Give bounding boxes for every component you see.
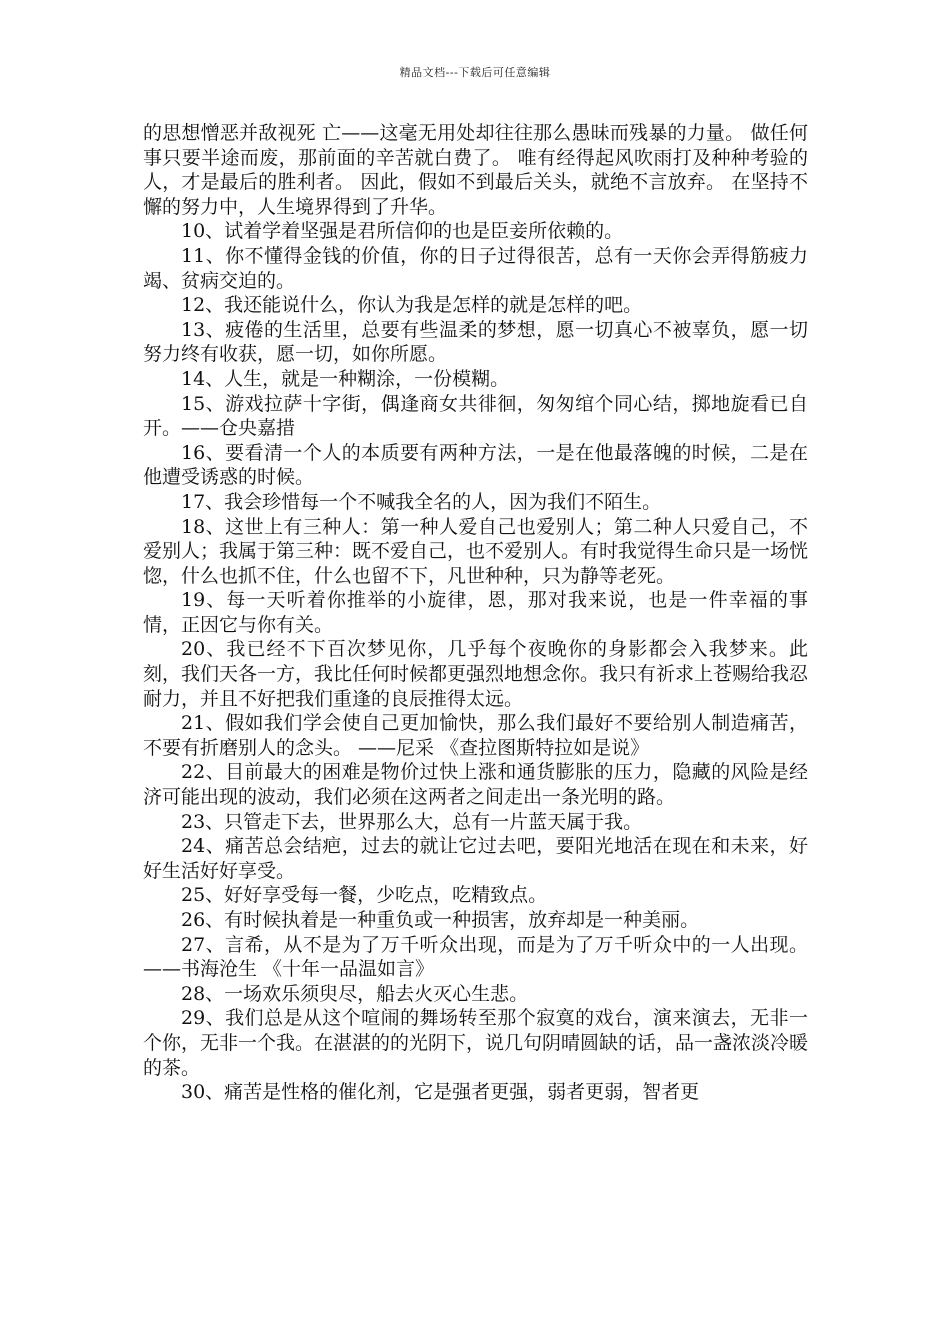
body-paragraph: 19、每一天听着你推举的小旋律，恩，那对我来说，也是一件幸福的事情，正因它与你有关。 <box>143 589 808 636</box>
body-paragraph: 23、只管走下去，世界那么大，总有一片蓝天属于我。 <box>181 810 643 833</box>
body-paragraph: 29、我们总是从这个喧闹的舞场转至那个寂寞的戏台，演来演去，无非一个你，无非一个我。在湛湛的的光阴下，说几句阴晴圆缺的话，品一盏浓淡冷暖的茶。 <box>143 1007 809 1079</box>
body-paragraph: 30、痛苦是性格的催化剂，它是强者更强，弱者更弱，智者更 <box>181 1081 700 1104</box>
page-header: 精品文档---下载后可任意编辑 <box>399 66 551 79</box>
body-paragraph: 20、我已经不下百次梦见你，几乎每个夜晚你的身影都会入我梦来。此刻，我们天各一方，我比任何时候都更强烈地想念你。我只有祈求上苍赐给我忍耐力，并且不好把我们重逢的良辰推得太远。 <box>143 638 809 710</box>
body-paragraph: 12、我还能说什么，你认为我是怎样的就是怎样的吧。 <box>181 294 643 317</box>
body-paragraph: 28、一场欢乐须臾尽，船去火灭心生悲。 <box>181 982 529 1005</box>
body-paragraph: 15、游戏拉萨十字街，偶逢商女共徘徊，匆匆绾个同心结，掷地旋看已自开。——仓央嘉措 <box>143 392 808 440</box>
body-paragraph: 13、疲倦的生活里，总要有些温柔的梦想，愿一切真心不被辜负，愿一切努力终有收获，愿一切，如你所愿。 <box>143 318 808 366</box>
body-paragraph: 22、目前最大的困难是物价过快上涨和通货膨胀的压力，隐藏的风险是经济可能出现的波动，我们必须在这两者之间走出一条光明的路。 <box>143 761 808 809</box>
body-paragraph: 24、痛苦总会结疤，过去的就让它过去吧，要阳光地活在现在和未来，好好生活好好享受。 <box>143 835 808 882</box>
body-paragraph: 的思想憎恶并敌视死 亡——这毫无用处却往往那么愚昧而残暴的力量。 做任何事只要半途而废，那前面的辛苦就白费了。 唯有经得起风吹雨打及种种考验的人，才是最后的胜利者。 因此，假如不到最后关头，就绝不言放弃。 在坚持不懈的努力中，人生境界得到了升华。 <box>143 122 808 218</box>
body-paragraph: 14、人生，就是一种糊涂，一份模糊。 <box>181 367 510 390</box>
body-paragraph: 25、好好享受每一餐，少吃点，吃精致点。 <box>181 884 548 907</box>
body-paragraph: 11、你不懂得金钱的价值，你的日子过得很苦，总有一天你会弄得筋疲力竭、贫病交迫的。 <box>143 244 808 292</box>
body-paragraph: 10、试着学着坚强是君所信仰的也是臣妾所依赖的。 <box>181 220 624 243</box>
body-paragraph: 27、言希，从不是为了万千听众出现，而是为了万千听众中的一人出现。 ——书海沧生 《十年一品温如言》 <box>143 933 808 981</box>
body-paragraph: 26、有时候执着是一种重负或一种损害，放弃却是一种美丽。 <box>181 909 700 931</box>
body-paragraph: 21、假如我们学会使自己更加愉快，那么我们最好不要给别人制造痛苦，不要有折磨别人的念头。 ——尼采 《查拉图斯特拉如是说》 <box>143 712 808 759</box>
body-paragraph: 18、这世上有三种人：第一种人爱自己也爱别人；第二种人只爱自己，不爱别人；我属于第三种：既不爱自己，也不爱别人。有时我觉得生命只是一场恍惚，什么也抓不住，什么也留不下，凡世种种，只为静等老死。 <box>143 515 809 587</box>
body-paragraph: 16、要看清一个人的本质要有两种方法，一是在他最落魄的时候，二是在他遭受诱惑的时候。 <box>143 441 808 489</box>
document-body <box>143 121 808 1105</box>
body-paragraph: 17、我会珍惜每一个不喊我全名的人，因为我们不陌生。 <box>181 490 662 513</box>
